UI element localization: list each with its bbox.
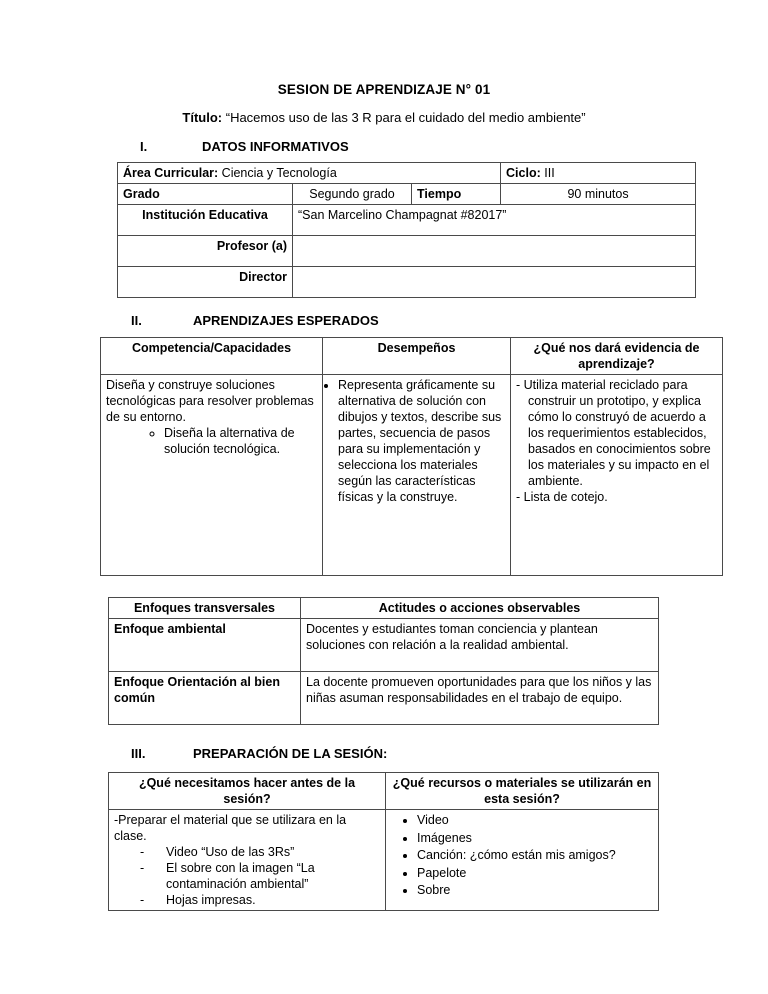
cell-desempenos bbox=[323, 375, 511, 576]
list-item: • Sobre bbox=[417, 882, 653, 900]
enfoque-actitud: La docente promueven oportunidades para que los niños y las niñas asuman responsabilidades en el trabajo de equipo. bbox=[301, 672, 659, 725]
section-label-one: DATOS INFORMATIVOS bbox=[202, 139, 349, 154]
column-header-recursos: ¿Qué recursos o materiales se utilizarán en esta sesión? bbox=[386, 773, 659, 810]
profesor-label: Profesor (a) bbox=[118, 236, 293, 267]
table-header-row bbox=[109, 598, 659, 619]
cell-recursos bbox=[386, 810, 659, 911]
necesitamos-list bbox=[114, 844, 380, 908]
column-header-necesitamos: ¿Qué necesitamos hacer antes de la sesión? bbox=[109, 773, 386, 810]
list-item: • Representa gráficamente su alternativa de solución con dibujos y textos, describe sus partes, secuencia de pasos para su implementación y selecciona los materiales según las características físicas y la construye. bbox=[338, 377, 505, 505]
table-row bbox=[118, 205, 696, 236]
table-row bbox=[118, 163, 696, 184]
grado-value: Segundo grado bbox=[293, 184, 412, 205]
cell-ciclo bbox=[501, 163, 696, 184]
cell-competencia bbox=[101, 375, 323, 576]
enfoque-name: Enfoque ambiental bbox=[109, 619, 301, 672]
section-label-three: PREPARACIÓN DE LA SESIÓN: bbox=[193, 746, 388, 761]
column-header-enfoques: Enfoques transversales bbox=[109, 598, 301, 619]
list-item: - Lista de cotejo. bbox=[516, 489, 717, 505]
ciclo-value: III bbox=[544, 166, 555, 180]
table-row bbox=[118, 236, 696, 267]
director-label: Director bbox=[118, 267, 293, 298]
area-curricular-label: Área Curricular: bbox=[123, 166, 219, 180]
section-label-two: APRENDIZAJES ESPERADOS bbox=[193, 313, 379, 328]
necesitamos-intro: -Preparar el material que se utilizara en la clase. bbox=[114, 813, 347, 843]
list-item: • Papelote bbox=[417, 865, 653, 883]
section-numeral-three: III. bbox=[131, 746, 146, 761]
profesor-value[interactable] bbox=[293, 236, 696, 267]
recursos-list bbox=[391, 812, 653, 900]
table-aprendizajes-esperados bbox=[100, 337, 723, 576]
list-item: • Video bbox=[417, 812, 653, 830]
area-curricular-value: Ciencia y Tecnología bbox=[221, 166, 337, 180]
section-heading-aprendizajes-esperados bbox=[131, 313, 379, 328]
competencia-sublist bbox=[106, 425, 317, 457]
section-heading-datos-informativos bbox=[140, 139, 349, 154]
table-row bbox=[118, 184, 696, 205]
list-item: - Video “Uso de las 3Rs” bbox=[140, 844, 380, 860]
section-heading-preparacion bbox=[131, 746, 387, 761]
subtitle-value: “Hacemos uso de las 3 R para el cuidado del medio ambiente” bbox=[225, 110, 586, 125]
list-item: • Canción: ¿cómo están mis amigos? bbox=[417, 847, 653, 865]
evidencia-list bbox=[516, 377, 717, 505]
column-header-evidencia: ¿Qué nos dará evidencia de aprendizaje? bbox=[511, 338, 723, 375]
table-datos-informativos bbox=[117, 162, 696, 298]
institucion-value: “San Marcelino Champagnat #82017” bbox=[293, 205, 696, 236]
table-enfoques-transversales bbox=[108, 597, 659, 725]
enfoque-actitud: Docentes y estudiantes toman conciencia y plantean soluciones con relación a la realidad ambiental. bbox=[301, 619, 659, 672]
director-value[interactable] bbox=[293, 267, 696, 298]
subtitle-label: Título: bbox=[182, 110, 223, 125]
table-header-row bbox=[101, 338, 723, 375]
enfoque-name: Enfoque Orientación al bien común bbox=[109, 672, 301, 725]
list-item: - El sobre con la imagen “La contaminación ambiental” bbox=[140, 860, 380, 892]
list-item: - Hojas impresas. bbox=[140, 892, 380, 908]
column-header-desempenos: Desempeños bbox=[323, 338, 511, 375]
table-row bbox=[118, 267, 696, 298]
cell-area-curricular bbox=[118, 163, 501, 184]
list-item: ◦ Diseña la alternativa de solución tecnológica. bbox=[164, 425, 317, 457]
section-numeral-one: I. bbox=[140, 139, 148, 154]
grado-label: Grado bbox=[118, 184, 293, 205]
ciclo-label: Ciclo: bbox=[506, 166, 541, 180]
column-header-actitudes: Actitudes o acciones observables bbox=[301, 598, 659, 619]
table-row bbox=[109, 619, 659, 672]
cell-evidencia bbox=[511, 375, 723, 576]
competencia-text: Diseña y construye soluciones tecnológicas para resolver problemas de su entorno. bbox=[106, 378, 314, 424]
list-item: - Utiliza material reciclado para construir un prototipo, y explica cómo lo construyó de acuerdo a los requerimientos establecidos, basados en conocimientos sobre los materiales y su impacto en el ambiente. bbox=[516, 377, 717, 489]
tiempo-value: 90 minutos bbox=[501, 184, 696, 205]
cell-necesitamos bbox=[109, 810, 386, 911]
table-row bbox=[109, 672, 659, 725]
table-row bbox=[101, 375, 723, 576]
page-title: SESION DE APRENDIZAJE N° 01 bbox=[277, 82, 491, 97]
institucion-label: Institución Educativa bbox=[118, 205, 293, 236]
document-subtitle bbox=[0, 110, 768, 125]
table-header-row bbox=[109, 773, 659, 810]
table-row bbox=[109, 810, 659, 911]
section-numeral-two: II. bbox=[131, 313, 142, 328]
list-item: • Imágenes bbox=[417, 830, 653, 848]
desempenos-list bbox=[328, 377, 505, 505]
table-preparacion-sesion bbox=[108, 772, 659, 911]
tiempo-label: Tiempo bbox=[412, 184, 501, 205]
column-header-competencia: Competencia/Capacidades bbox=[101, 338, 323, 375]
